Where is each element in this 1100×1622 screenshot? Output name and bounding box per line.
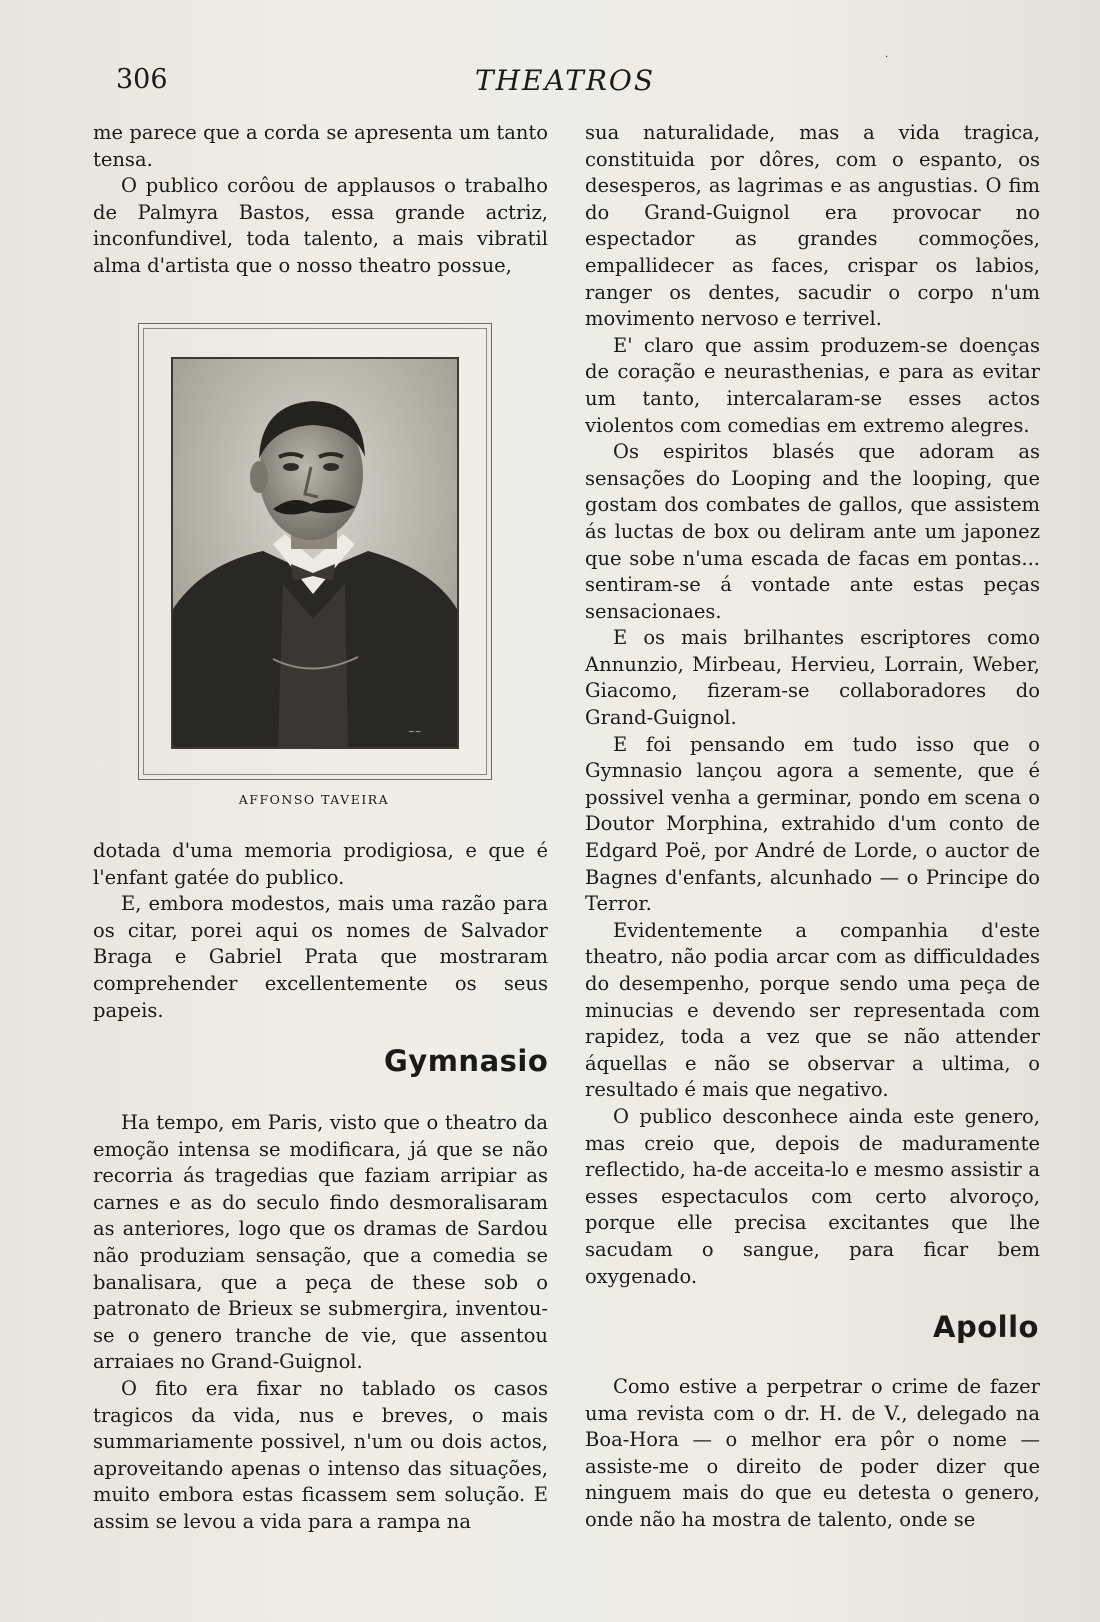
section-heading-apollo: Apollo <box>933 1310 1039 1344</box>
section-heading-gymnasio: Gymnasio <box>384 1044 549 1078</box>
paragraph: E' claro que assim produzem-se doenças de coração e neurasthenias, e para as evitar um tanto, intercalaram-se esses actos violentos com comedias em extremo alegres. <box>585 333 1040 437</box>
left-column-bottom <box>93 1110 548 1536</box>
paragraph: dotada d'uma memoria prodigiosa, e que é l'enfant gatée do publico. <box>93 839 548 889</box>
portrait-caption: AFFONSO TAVEIRA <box>238 792 390 807</box>
paragraph: Evidentemente a companhia d'este theatro, não podia arcar com as difficuldades do desempenho, porque sendo uma peça de minucias e devendo ser representada com rapidez, toda a vez que se não attender áquellas e não se observar a ultima, o resultado é mais que negativo. <box>585 918 1040 1102</box>
paragraph: O publico corôou de applausos o trabalho de Palmyra Bastos, essa grande actriz, inconfundivel, toda talento, a mais vibratil alma d'artista que o nosso theatro possue, <box>93 174 548 277</box>
right-column-bottom <box>585 1374 1040 1534</box>
left-column-top <box>93 120 548 280</box>
paragraph: Os espiritos blasés que adoram as sensações do Looping and the looping, que gostam dos combates de gallos, que assistem ás luctas de box ou deliram ante um japonez que sobe n'uma escada de facas em pontas... sentiram-se á vontade ante estas peças sensacionaes. <box>585 440 1040 623</box>
paragraph: sua naturalidade, mas a vida tragica, constituida por dôres, com o espanto, os desesperos, as lagrimas e as angustias. O fim do Grand-Guignol era provocar no espectador as grandes commoções, empallidecer as faces, crispar os labios, ranger os dentes, sacudir o corpo n'um movimento nervoso e terrivel. <box>585 121 1040 331</box>
print-speck: · <box>885 52 889 63</box>
paragraph: E os mais brilhantes escriptores como Annunzio, Mirbeau, Hervieu, Lorrain, Weber, Giacomo, fizeram-se collaboradores do Grand-Guignol. <box>585 626 1040 730</box>
running-title: THEATROS <box>474 64 656 97</box>
right-column <box>585 120 1040 1290</box>
portrait-illustration <box>173 359 457 747</box>
page-header <box>90 62 1040 102</box>
left-column-middle <box>93 838 548 1024</box>
paragraph: O publico desconhece ainda este genero, mas creio que, depois de maduramente reflectido, ha-de acceita-lo e mesmo assistir a esses espectaculos com certo alvoroço, porque elle precisa excitantes que lhe sacudam o sangue, para ficar bem oxygenado. <box>585 1104 1040 1288</box>
paragraph: O fito era fixar no tablado os casos tragicos da vida, nus e breves, o mais summariamente possivel, n'um ou dois actos, aproveitando apenas o intenso das situações, muito embora estas ficassem sem solução. E assim se levou a vida para a rampa na <box>93 1376 548 1533</box>
paragraph: Como estive a perpetrar o crime de fazer uma revista com o dr. H. de V., delegado na Boa-Hora — o melhor era pôr o nome — assiste-me o direito de poder dizer que ninguem mais do que eu detesta o genero, onde não ha mostra de talento, onde se <box>585 1375 1040 1531</box>
paragraph: me parece que a corda se apresenta um tanto tensa. <box>93 121 548 171</box>
page-number: 306 <box>116 64 168 95</box>
svg-text:~~: ~~ <box>408 727 422 736</box>
portrait-photo <box>171 357 459 749</box>
paragraph: Ha tempo, em Paris, visto que o theatro da emoção intensa se modificara, já que se não recorria ás tragedias que faziam arripiar as carnes e as do seculo findo desmoralisaram as anteriores, logo que os dramas de Sardou não produziam sensação, que a comedia se banalisara, que a peça de these sob o patronato de Brieux se submergira, inventou-se o genero tranche de vie, que assentou arraiaes no Grand-Guignol. <box>93 1111 548 1374</box>
paragraph: E, embora modestos, mais uma razão para os citar, porei aqui os nomes de Salvador Braga e Gabriel Prata que mostraram comprehender excellentemente os seus papeis. <box>93 892 548 1022</box>
paragraph: E foi pensando em tudo isso que o Gymnasio lançou agora a semente, que é possivel venha a germinar, pondo em scena o Doutor Morphina, extrahido d'um conto de Edgard Poë, por André de Lorde, o auctor de Bagnes d'enfants, alcunhado — o Principe do Terror. <box>585 732 1040 916</box>
